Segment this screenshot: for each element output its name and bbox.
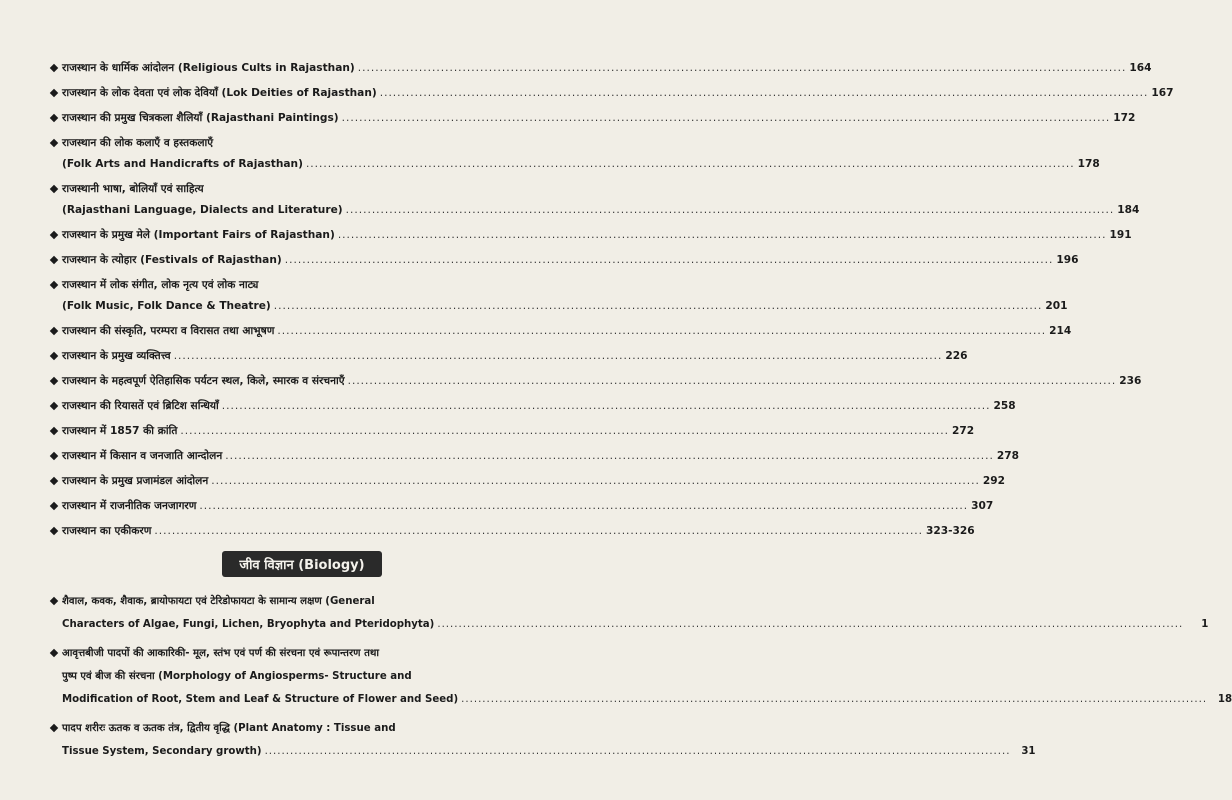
leader-dots <box>285 250 1054 271</box>
toc-entry-title: राजस्थान की लोक कलाएँ व हस्तकलाएँ <box>62 137 214 149</box>
toc-page-number: 191 <box>1109 229 1132 241</box>
toc-entry-title: राजस्थान की प्रमुख चित्रकला शैलियाँ (Rajasthani Paintings) <box>62 112 339 124</box>
toc-entry <box>50 250 1079 271</box>
leader-dots <box>265 740 1011 763</box>
toc-entry-title: राजस्थान में किसान व जनजाति आन्दोलन <box>62 450 223 462</box>
toc-page-number: 31 <box>1021 746 1036 757</box>
toc-entry-title: राजस्थानी भाषा, बोलियाँ एवं साहित्य <box>62 183 204 195</box>
toc-page-number: 167 <box>1151 87 1174 99</box>
toc-entry <box>50 321 1072 342</box>
toc-page-number: 278 <box>996 450 1020 462</box>
leader-dots <box>180 421 949 442</box>
toc-entry <box>50 471 1006 492</box>
toc-entry-title: (Folk Arts and Handicrafts of Rajasthan) <box>62 158 303 170</box>
toc-entry <box>50 346 968 367</box>
toc-page-number: 258 <box>993 400 1016 412</box>
bullet-icon <box>50 321 62 342</box>
leader-dots <box>199 496 968 517</box>
leader-dots <box>461 688 1207 711</box>
toc-entry-title: राजस्थान के प्रमुख प्रजामंडल आंदोलन <box>62 475 209 487</box>
toc-page-number: 196 <box>1056 254 1079 266</box>
leader-dots <box>154 521 923 542</box>
toc-entry <box>50 371 1142 392</box>
toc-page-number: 178 <box>1077 158 1100 170</box>
leader-dots <box>338 225 1107 246</box>
toc-entry-title: राजस्थान का एकीकरण <box>62 525 152 537</box>
leader-dots <box>222 396 991 417</box>
bullet-icon <box>50 590 62 613</box>
toc-entry-title: राजस्थान के त्योहार (Festivals of Rajasthan) <box>62 254 282 266</box>
toc-entry-title: पुष्प एवं बीज की संरचना (Morphology of Angiosperms- Structure and <box>62 671 412 682</box>
toc-entry-title: राजस्थान की संस्कृति, परम्परा व विरासत तथा आभूषण <box>62 325 275 337</box>
leader-dots <box>306 154 1075 175</box>
toc-entry-title: शैवाल, कवक, शैवाक, ब्रायोफायटा एवं टेरिडोफायटा के सामान्य लक्षण (General <box>62 596 375 607</box>
toc-entry <box>50 521 975 542</box>
toc-entry <box>50 590 1209 636</box>
bullet-icon <box>50 58 62 79</box>
toc-entry-title: राजस्थान में लोक संगीत, लोक नृत्य एवं लोक नाट्य <box>62 279 259 291</box>
toc-entry-title: राजस्थान के प्रमुख मेले (Important Fairs of Rajasthan) <box>62 229 335 241</box>
toc-entry-title: राजस्थान के धार्मिक आंदोलन (Religious Cults in Rajasthan) <box>62 62 355 74</box>
toc-entry <box>50 446 1020 467</box>
toc-entry <box>50 396 1016 417</box>
leader-dots <box>346 200 1115 221</box>
toc-entry <box>50 83 1174 104</box>
toc-entry <box>50 496 994 517</box>
toc-page-number: 226 <box>945 350 968 362</box>
toc-entry-title: Tissue System, Secondary growth) <box>62 746 262 757</box>
leader-dots <box>277 321 1046 342</box>
toc-page-number: 323-326 <box>926 525 975 537</box>
toc-entry <box>50 133 1100 175</box>
toc-page-number: 164 <box>1129 62 1152 74</box>
toc-entry <box>50 179 1140 221</box>
bullet-icon <box>50 108 62 129</box>
toc-entry-title: पादप शरीरः ऊतक व ऊतक तंत्र, द्वितीय वृद्धि (Plant Anatomy : Tissue and <box>62 723 396 734</box>
bullet-icon <box>50 396 62 417</box>
toc-entry-title: (Folk Music, Folk Dance & Theatre) <box>62 300 271 312</box>
toc-entry-title: राजस्थान में 1857 की क्रांति <box>62 425 178 437</box>
leader-dots <box>225 446 994 467</box>
bullet-icon <box>50 275 62 296</box>
bullet-icon <box>50 225 62 246</box>
leader-dots <box>348 371 1117 392</box>
toc-entry-title: (Rajasthani Language, Dialects and Literature) <box>62 204 343 216</box>
toc-entry-title: आवृत्तबीजी पादपों की आकारिकी- मूल, स्तंभ एवं पर्ण की संरचना एवं रूपान्तरण तथा <box>62 648 380 659</box>
bullet-icon <box>50 421 62 442</box>
bullet-icon <box>50 717 62 740</box>
toc-entry-title: राजस्थान की रियासतें एवं ब्रिटिश सन्धियाँ <box>62 400 219 412</box>
toc-entry-title: Modification of Root, Stem and Leaf & Structure of Flower and Seed) <box>62 694 459 705</box>
bullet-icon <box>50 471 62 492</box>
bullet-icon <box>50 371 62 392</box>
section-heading-biology: जीव विज्ञान (Biology) <box>222 551 382 577</box>
bullet-icon <box>50 521 62 542</box>
toc-page-number: 184 <box>1117 204 1140 216</box>
leader-dots <box>342 108 1111 129</box>
toc-entry <box>50 225 1132 246</box>
toc-entry-title: राजस्थान के प्रमुख व्यक्तित्त्व <box>62 350 171 362</box>
leader-dots <box>211 471 980 492</box>
toc-entry <box>50 58 1152 79</box>
toc-entry <box>50 108 1136 129</box>
toc-entry-title: राजस्थान के लोक देवता एवं लोक देवियाँ (Lok Deities of Rajasthan) <box>62 87 377 99</box>
leader-dots <box>274 296 1043 317</box>
toc-page-number: 1 <box>1201 619 1209 630</box>
toc-page-number: 292 <box>982 475 1006 487</box>
bullet-icon <box>50 446 62 467</box>
toc-entry <box>50 275 1068 317</box>
bullet-icon <box>50 346 62 367</box>
toc-entry <box>50 421 975 442</box>
bullet-icon <box>50 133 62 154</box>
bullet-icon <box>50 83 62 104</box>
leader-dots <box>380 83 1149 104</box>
bullet-icon <box>50 496 62 517</box>
toc-page-number: 236 <box>1119 375 1142 387</box>
leader-dots <box>174 346 943 367</box>
toc-page-number: 214 <box>1049 325 1072 337</box>
bullet-icon <box>50 642 62 665</box>
toc-entry <box>50 717 1036 763</box>
toc-entry-title: Characters of Algae, Fungi, Lichen, Bryophyta and Pteridophyta) <box>62 619 435 630</box>
toc-page-number: 172 <box>1113 112 1136 124</box>
toc-entry-title: राजस्थान के महत्वपूर्ण ऐतिहासिक पर्यटन स्थल, किले, स्मारक व संरचनाएँ <box>62 375 345 387</box>
toc-page-number: 18 <box>1217 694 1232 705</box>
bullet-icon <box>50 179 62 200</box>
toc-entry <box>50 642 1232 711</box>
toc-entry-title: राजस्थान में राजनीतिक जनजागरण <box>62 500 197 512</box>
leader-dots <box>437 613 1183 636</box>
toc-page-number: 272 <box>952 425 975 437</box>
leader-dots <box>358 58 1127 79</box>
toc-page-number: 201 <box>1045 300 1068 312</box>
bullet-icon <box>50 250 62 271</box>
toc-page-number: 307 <box>971 500 994 512</box>
